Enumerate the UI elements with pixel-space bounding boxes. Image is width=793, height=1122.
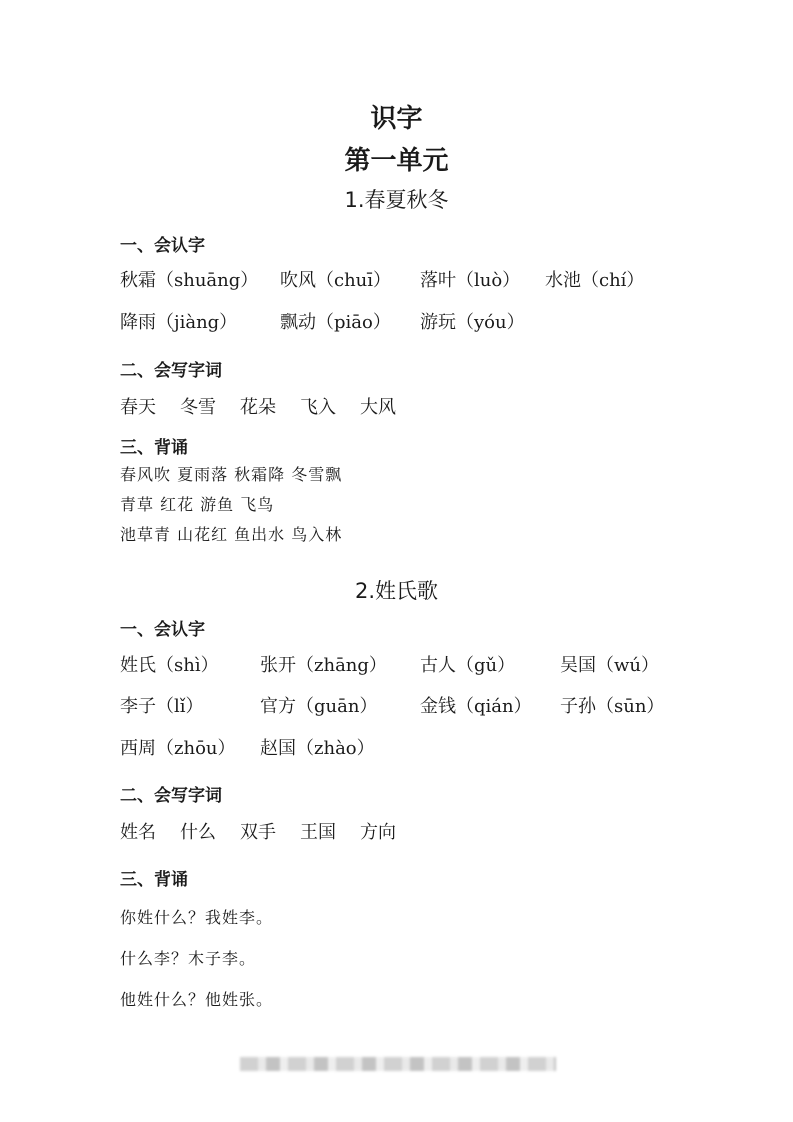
write-word: 飞入 [300, 397, 336, 418]
write-word: 双手 [240, 822, 276, 843]
recognize-word: 赵国（zhào） [260, 738, 375, 759]
lesson-2-recite-heading: 三、背诵 [120, 870, 188, 890]
write-word: 春天 [120, 397, 156, 418]
recognize-word: 子孙（sūn） [560, 696, 665, 717]
lesson-1-recognize-heading: 一、会认字 [120, 236, 205, 256]
document-title: 识字 [370, 104, 423, 134]
recognize-word: 游玩（yóu） [420, 312, 525, 333]
lesson-1-write-heading: 二、会写字词 [120, 361, 222, 381]
lesson-1-recite-heading: 三、背诵 [120, 438, 188, 458]
write-word: 大风 [360, 397, 396, 418]
lesson-2-recognize-heading: 一、会认字 [120, 620, 205, 640]
blurred-footer-watermark [240, 1057, 556, 1071]
recognize-word: 李子（lǐ） [120, 696, 204, 717]
lesson-2-write-heading: 二、会写字词 [120, 786, 222, 806]
recognize-word: 飘动（piāo） [280, 312, 391, 333]
lesson-1-title: 1.春夏秋冬 [344, 188, 449, 212]
recite-line: 你姓什么？我姓李。 [120, 908, 274, 927]
recite-line: 青草 红花 游鱼 飞鸟 [120, 495, 275, 514]
lesson-2-title: 2.姓氏歌 [354, 579, 439, 603]
write-word: 冬雪 [180, 397, 216, 418]
write-word: 花朵 [240, 397, 276, 418]
write-word: 什么 [180, 822, 216, 843]
recognize-word: 秋霜（shuāng） [120, 270, 259, 291]
recognize-word: 张开（zhāng） [260, 655, 387, 676]
recognize-word: 水池（chí） [545, 270, 645, 291]
recognize-word: 吹风（chuī） [280, 270, 392, 291]
recite-line: 春风吹 夏雨落 秋霜降 冬雪飘 [120, 465, 343, 484]
recognize-word: 西周（zhōu） [120, 738, 236, 759]
recognize-word: 落叶（luò） [420, 270, 521, 291]
recognize-word: 降雨（jiàng） [120, 312, 238, 333]
recognize-word: 姓氏（shì） [120, 655, 219, 676]
unit-title: 第一单元 [344, 146, 449, 176]
write-word: 王国 [300, 822, 336, 843]
recognize-word: 金钱（qián） [420, 696, 532, 717]
recognize-word: 官方（guān） [260, 696, 378, 717]
recite-line: 池草青 山花红 鱼出水 鸟入林 [120, 525, 343, 544]
write-word: 姓名 [120, 822, 156, 843]
recognize-word: 古人（gǔ） [420, 655, 516, 676]
recite-line: 什么李？木子李。 [120, 949, 257, 968]
recite-line: 他姓什么？他姓张。 [120, 990, 274, 1009]
recognize-word: 吴国（wú） [560, 655, 659, 676]
write-word: 方向 [360, 822, 396, 843]
